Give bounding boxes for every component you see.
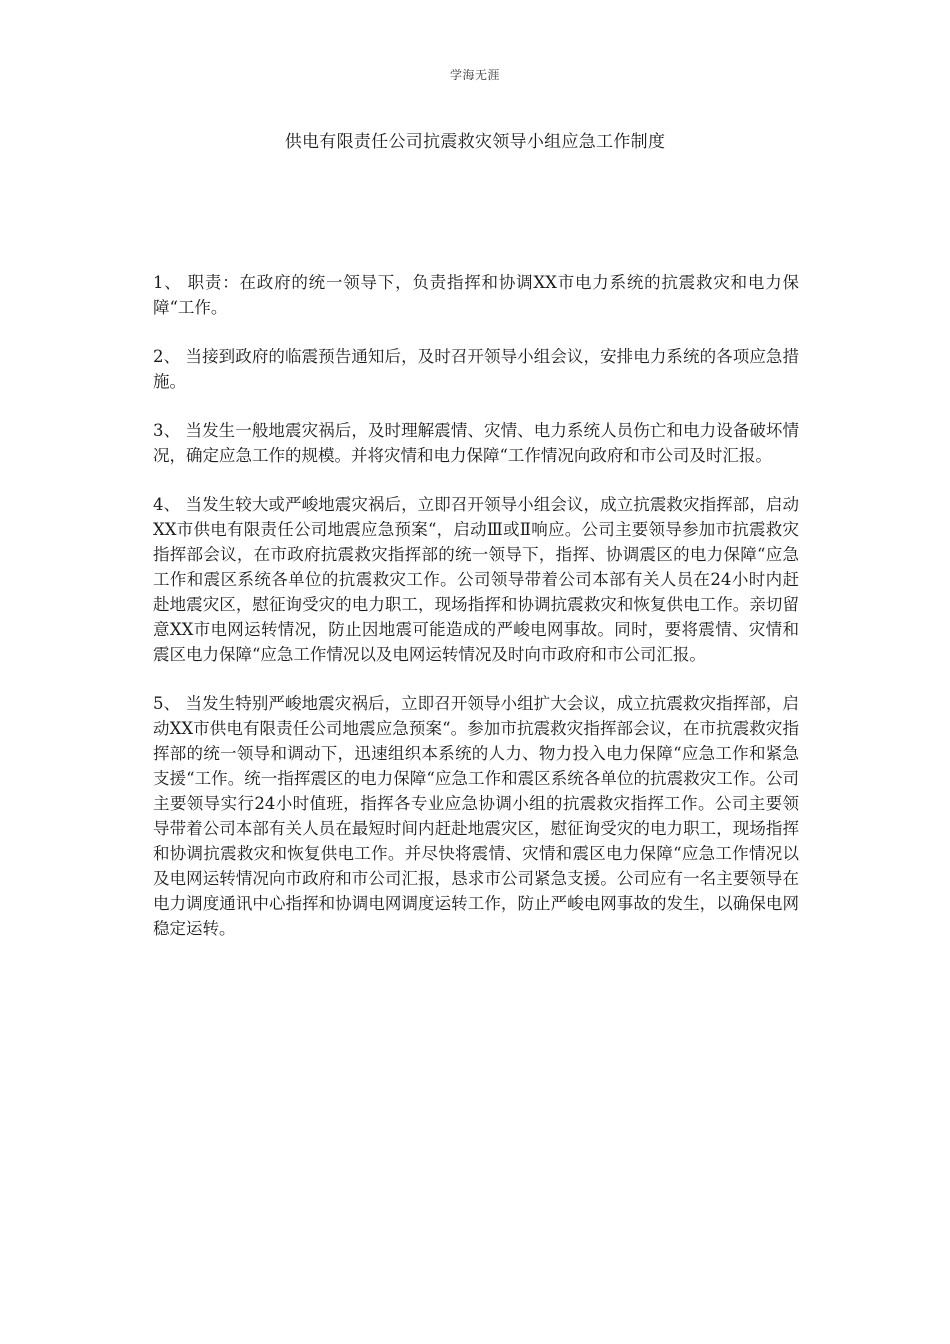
paragraph-5: 5、 当发生特别严峻地震灾祸后，立即召开领导小组扩大会议，成立抗震救灾指挥部，启动XX市供电有限责任公司地震应急预案“。参加市抗震救灾指挥部会议，在市抗震救灾指挥部的统一领导和调动下，迅速组织本系统的人力、物力投入电力保障“应急工作和紧急支援“工作。统一指挥震区的电力保障“应急工作和震区系统各单位的抗震救灾工作。公司主要领导实行24小时值班，指挥各专业应急协调小组的抗震救灾指挥工作。公司主要领导带着公司本部有关人员在最短时间内赶赴地震灾区，慰征询受灾的电力职工，现场指挥和协调抗震救灾和恢复供电工作。并尽快将震情、灾情和震区电力保障“应急工作情况以及电网运转情况向市政府和市公司汇报，恳求市公司紧急支援。公司应有一名主要领导在电力调度通讯中心指挥和协调电网调度运转工作，防止严峻电网事故的发生，以确保电网稳定运转。 <box>153 694 799 938</box>
paragraph-4: 4、 当发生较大或严峻地震灾祸后，立即召开领导小组会议，成立抗震救灾指挥部，启动XX市供电有限责任公司地震应急预案“，启动Ⅲ或Ⅱ响应。公司主要领导参加市抗震救灾指挥部会议，在市政府抗震救灾指挥部的统一领导下，指挥、协调震区的电力保障“应急工作和震区系统各单位的抗震救灾工作。公司领导带着公司本部有关人员在24小时内赶赴地震灾区，慰征询受灾的电力职工，现场指挥和协调抗震救灾和恢复供电工作。亲切留意XX市电网运转情况，防止因地震可能造成的严峻电网事故。同时，要将震情、灾情和震区电力保障“应急工作情况以及电网运转情况及时向市政府和市公司汇报。 <box>153 495 799 664</box>
paragraph-1: 1、 职责：在政府的统一领导下，负责指挥和协调XX市电力系统的抗震救灾和电力保障“工作。 <box>153 273 799 317</box>
paragraph-2: 2、 当接到政府的临震预告通知后，及时召开领导小组会议，安排电力系统的各项应急措施。 <box>153 347 799 391</box>
page-header: 学海无涯 <box>449 68 500 82</box>
document-title: 供电有限责任公司抗震救灾领导小组应急工作制度 <box>284 132 666 152</box>
document-body <box>153 270 799 965</box>
paragraph-3: 3、 当发生一般地震灾祸后，及时理解震情、灾情、电力系统人员伤亡和电力设备破坏情况，确定应急工作的规模。并将灾情和电力保障“工作情况向政府和市公司及时汇报。 <box>153 421 799 465</box>
